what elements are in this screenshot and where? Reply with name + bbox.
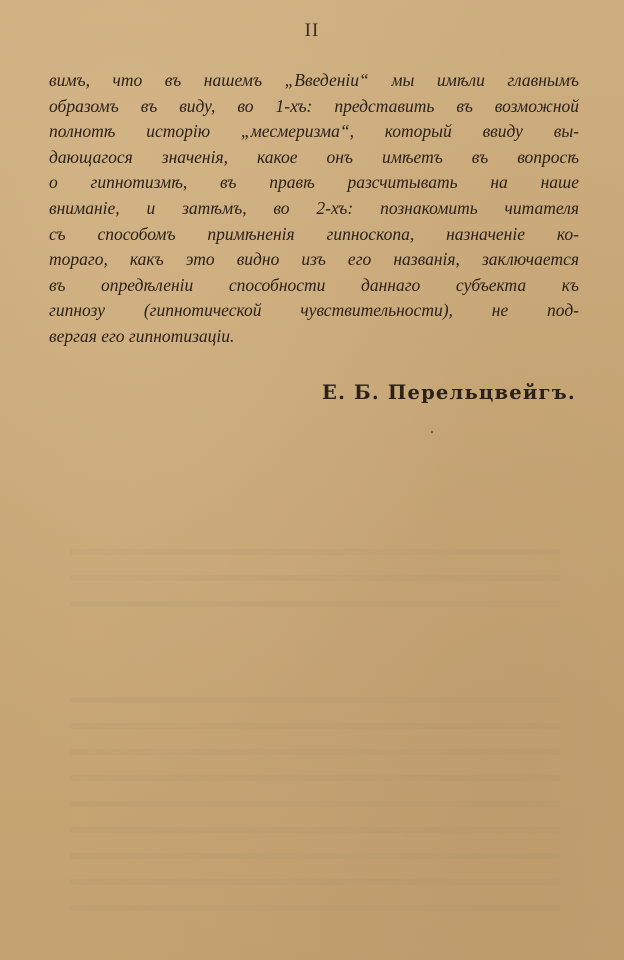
text-line: вниманіе, и затѣмъ, во 2-хъ: познакомить читателя bbox=[49, 197, 579, 218]
text-line: гипнозу (гипнотической чувствительности), не под- bbox=[49, 300, 579, 321]
text-line: въ опредѣленіи способности даннаго субъекта къ bbox=[49, 274, 579, 295]
page-number: II bbox=[304, 20, 320, 41]
text-line: о гипнотизмѣ, въ правѣ разсчитывать на наше bbox=[49, 172, 579, 193]
body-paragraph bbox=[49, 68, 579, 350]
text-line: съ способомъ примѣненія гипноскопа, назначеніе ко- bbox=[49, 223, 579, 244]
text-line: тораго, какъ это видно изъ его названія, заключается bbox=[49, 249, 579, 270]
text-line: дающагося значенія, какое онъ имѣетъ въ вопросѣ bbox=[49, 146, 579, 167]
text-line: вимъ, что въ нашемъ „Введеніи“ мы имѣли главнымъ bbox=[49, 70, 579, 90]
author-signature: Е. Б. Перельцвейгъ. bbox=[322, 381, 576, 404]
text-line: образомъ въ виду, во 1-хъ: представить въ возможной bbox=[49, 95, 579, 116]
text-line: полнотѣ исторію „месмеризма“, который ввиду вы- bbox=[49, 121, 579, 142]
text-line: вергая его гипнотизаціи. bbox=[49, 325, 235, 346]
